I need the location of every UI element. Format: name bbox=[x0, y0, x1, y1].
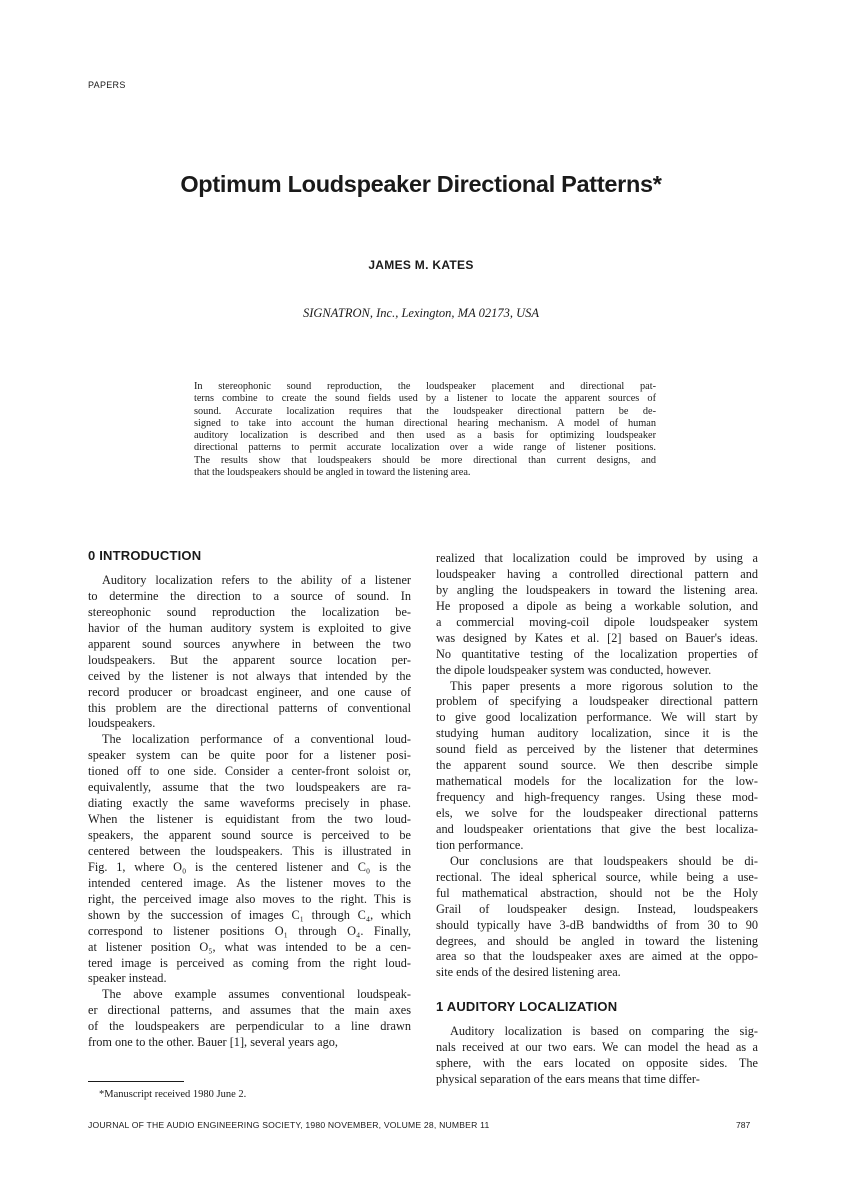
abstract-line: sound. Accurate localization requires that the loudspeaker directional pattern be de- bbox=[194, 405, 656, 417]
text-line: els, we solve for the loudspeaker directional patterns bbox=[436, 806, 758, 820]
text-line: the dipole loudspeaker system was conducted, however. bbox=[436, 662, 712, 677]
text-line: tion performance. bbox=[436, 837, 524, 852]
text-line: area so that the loudspeaker axes are aimed at the oppo- bbox=[436, 949, 758, 964]
journal-footer: JOURNAL OF THE AUDIO ENGINEERING SOCIETY, 1980 NOVEMBER, VOLUME 28, NUMBER 11 bbox=[88, 1120, 490, 1130]
text-line: apparent sound sources anywhere in between the two bbox=[88, 636, 411, 651]
right-column bbox=[436, 551, 758, 1088]
text-line: Grail of loudspeaker design. Instead, loudspeakers bbox=[436, 901, 758, 916]
abstract-line: In stereophonic sound reproduction, the loudspeaker placement and directional pat- bbox=[194, 381, 656, 392]
paragraph bbox=[436, 551, 758, 679]
text-line: at listener position O₅, what was intended to be a cen- bbox=[88, 939, 411, 954]
text-line: loudspeakers. bbox=[88, 716, 156, 731]
text-line: The above example assumes conventional loudspeak- bbox=[102, 987, 411, 1002]
paragraph bbox=[436, 854, 758, 982]
paragraph bbox=[88, 573, 411, 732]
text-line: Auditory localization is based on comparing the sig- bbox=[450, 1024, 758, 1039]
left-column bbox=[88, 547, 411, 1051]
text-line: loudspeaker having a controlled directional pattern and bbox=[436, 566, 758, 581]
abstract bbox=[194, 381, 656, 479]
abstract-line: signed to take into account the human directional hearing mechanism. A model of human bbox=[194, 417, 656, 429]
text-line: centered between the loudspeakers. This is illustrated in bbox=[88, 843, 411, 858]
text-line: He proposed a dipole as being a workable solution, and bbox=[436, 598, 758, 613]
author-affiliation: SIGNATRON, Inc., Lexington, MA 02173, USA bbox=[302, 306, 540, 320]
text-line: this problem are the directional patterns of conventional bbox=[88, 700, 411, 715]
section-heading-auditory-localization: 1 AUDITORY LOCALIZATION bbox=[436, 999, 618, 1015]
text-line: was designed by Kates et al. [2] based on Bauer's ideas. bbox=[436, 630, 758, 645]
text-line: frequency and high-frequency ranges. Using these mod- bbox=[436, 790, 758, 805]
left-column-body bbox=[88, 573, 411, 1051]
text-line: The localization performance of a conventional loud- bbox=[102, 732, 411, 747]
text-line: to give good localization performance. We will start by bbox=[436, 710, 758, 725]
text-line: This paper presents a more rigorous solution to the bbox=[450, 678, 758, 693]
abstract-line: directional patterns to permit accurate localization over a wide range of listener positions. bbox=[194, 442, 656, 454]
text-line: should typically have 3-dB bandwidths of from 30 to 90 bbox=[436, 917, 758, 932]
text-line: havior of the human auditory system is exploited to give bbox=[88, 620, 411, 635]
text-line: physical separation of the ears means that time differ- bbox=[436, 1072, 700, 1087]
abstract-line: The results show that loudspeakers should be more directional than current designs, and bbox=[194, 454, 656, 466]
text-line: loudspeakers. But the apparent source location per- bbox=[88, 652, 411, 667]
text-line: problem of specifying a loudspeaker directional pattern bbox=[436, 694, 758, 709]
text-line: rectional. The ideal spherical source, while being a use- bbox=[436, 869, 758, 884]
paper-title: Optimum Loudspeaker Directional Patterns* bbox=[180, 171, 662, 197]
paragraph bbox=[88, 732, 411, 987]
text-line: degrees, and should be angled in toward the listening bbox=[436, 933, 758, 948]
right-column-body-continued bbox=[436, 1024, 758, 1088]
text-line: No quantitative testing of the localization properties of bbox=[436, 646, 758, 661]
text-line: site ends of the desired listening area. bbox=[436, 965, 621, 980]
text-line: tioned off to one side. Consider a center-front soloist or, bbox=[88, 764, 411, 779]
text-line: realized that localization could be improved by using a bbox=[436, 551, 758, 565]
abstract-line: terns combine to create the sound fields used by a listener to locate the apparent sources of bbox=[194, 393, 656, 405]
text-line: stereophonic sound reproduction the localization be- bbox=[88, 604, 411, 619]
text-line: er directional patterns, and assumes that the main axes bbox=[88, 1003, 411, 1018]
footnote: *Manuscript received 1980 June 2. bbox=[99, 1089, 247, 1100]
text-line: shown by the succession of images C₁ through C₄, which bbox=[88, 907, 411, 922]
text-line: speaker system can be quite poor for a listener posi- bbox=[88, 748, 411, 763]
right-column-body bbox=[436, 551, 758, 981]
paragraph bbox=[436, 1024, 758, 1088]
text-line: diating exactly the same waveforms precisely in phase. bbox=[88, 796, 411, 811]
text-line: and loudspeaker orientations that give the best localiza- bbox=[436, 821, 758, 836]
paragraph bbox=[88, 987, 411, 1051]
page-number: 787 bbox=[736, 1120, 751, 1130]
running-head: PAPERS bbox=[88, 80, 126, 90]
text-line: tered image is perceived as coming from the right loud- bbox=[88, 955, 411, 970]
text-line: of the loudspeakers are perpendicular to a line drawn bbox=[88, 1019, 411, 1034]
text-line: Fig. 1, where O₀ is the centered listener and C₀ is the bbox=[88, 859, 411, 874]
text-line: ful mathematical abstraction, should not be the Holy bbox=[436, 885, 758, 900]
text-line: ceived by the listener is not always that intended by the bbox=[88, 668, 411, 683]
text-line: from one to the other. Bauer [1], several years ago, bbox=[88, 1035, 338, 1050]
text-line: speakers, the apparent sound source is perceived to be bbox=[88, 828, 411, 842]
text-line: sphere, with the ears located on opposite sides. The bbox=[436, 1056, 758, 1071]
text-line: Auditory localization refers to the ability of a listener bbox=[102, 573, 411, 587]
text-line: to determine the direction to a source of sound. In bbox=[88, 588, 411, 603]
text-line: studying human auditory localization, since it is the bbox=[436, 726, 758, 741]
text-line: When the listener is equidistant from the two loud- bbox=[88, 812, 411, 827]
text-line: correspond to listener positions O₁ through O₄. Finally, bbox=[88, 923, 411, 938]
text-line: nals received at our two ears. We can model the head as a bbox=[436, 1040, 758, 1055]
text-line: record producer or broadcast engineer, and one cause of bbox=[88, 684, 411, 699]
footnote-rule bbox=[88, 1081, 184, 1082]
abstract-line: auditory localization is described and then used as a basis for optimizing loudspeaker bbox=[194, 430, 656, 442]
text-line: the apparent sound source. We then describe simple bbox=[436, 758, 758, 773]
paragraph bbox=[436, 679, 758, 854]
abstract-line: that the loudspeakers should be angled in toward the listening area. bbox=[194, 467, 471, 479]
text-line: equivalently, assume that the two loudspeakers are ra- bbox=[88, 780, 411, 795]
text-line: sound field as perceived by the listener that determines bbox=[436, 742, 758, 757]
text-line: by angling the loudspeakers in toward the listening area. bbox=[436, 582, 758, 597]
author-name: JAMES M. KATES bbox=[368, 258, 474, 272]
text-line: a commercial moving-coil dipole loudspeaker system bbox=[436, 614, 758, 629]
text-line: mathematical models for the localization for the low- bbox=[436, 774, 758, 789]
text-line: Our conclusions are that loudspeakers should be di- bbox=[450, 853, 758, 868]
text-line: intended centered image. As the listener moves to the bbox=[88, 875, 411, 890]
section-heading-introduction: 0 INTRODUCTION bbox=[88, 548, 202, 563]
text-line: right, the perceived image also moves to the right. This is bbox=[88, 891, 411, 906]
text-line: speaker instead. bbox=[88, 971, 167, 986]
